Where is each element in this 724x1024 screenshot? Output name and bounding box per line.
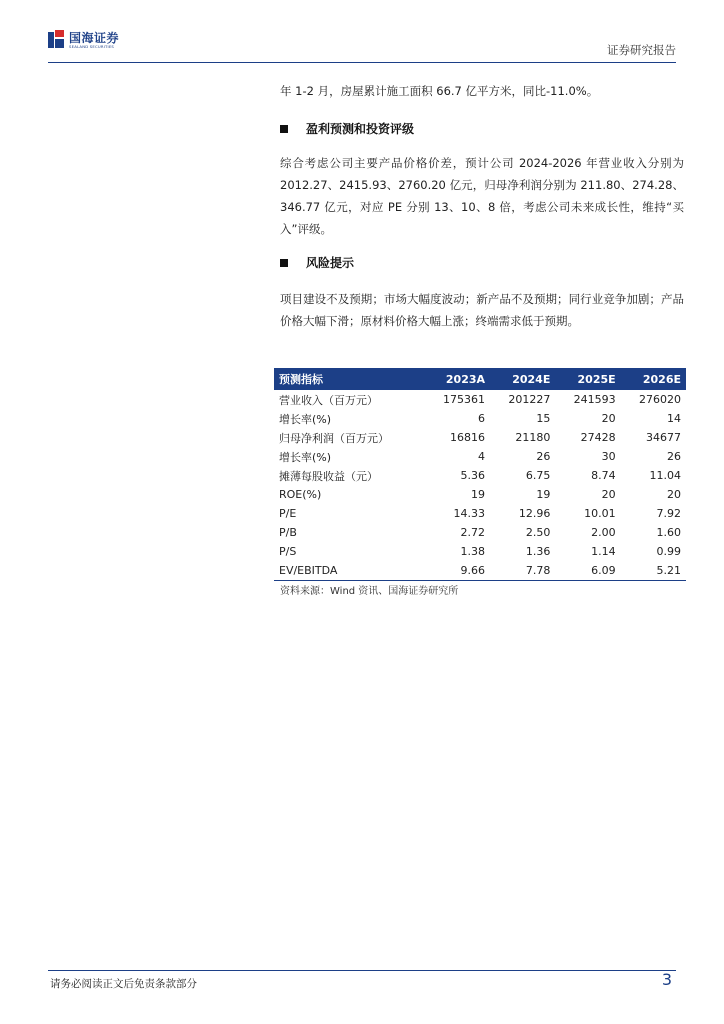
risk-heading-text: 风险提示 — [306, 256, 355, 270]
table-header-cell: 2023A — [425, 368, 490, 390]
table-cell: 19 — [471, 488, 486, 501]
logo-text-cn: 国海证券 — [69, 31, 120, 45]
table-cell: 21180 — [515, 431, 551, 444]
table-row — [274, 409, 686, 428]
logo-mark-icon — [48, 30, 64, 50]
table-cell: 276020 — [639, 393, 681, 406]
risk-text: 项目建设不及预期；市场大幅度波动；新产品不及预期；同行业竞争加剧；产品价格大幅下滑；原材料价格大幅上涨；终端需求低于预期。 — [280, 292, 684, 328]
table-cell: 10.01 — [584, 507, 616, 520]
table-source-note: 资料来源：Wind 资讯、国海证券研究所 — [280, 586, 459, 597]
table-cell-label: 增长率(%) — [279, 450, 332, 464]
table-header-row — [274, 368, 686, 390]
table-row — [274, 466, 686, 485]
table-cell: 15 — [536, 412, 551, 425]
table-row — [274, 485, 686, 504]
table-cell: 1.38 — [460, 545, 486, 558]
forecast-text: 综合考虑公司主要产品价格价差，预计公司 2024-2026 年营业收入分别为 2012.27、2415.93、2760.20 亿元，归母净利润分别为 211.80、274.28、346.77 亿元，对应 PE 分别 13、10、8 倍，考虑公司未来成长性，维持“买入”评级。 — [280, 156, 684, 236]
table-cell-label: 摊薄每股收益（元） — [279, 469, 378, 483]
table-cell: 7.78 — [490, 561, 555, 581]
table-cell: 5.21 — [621, 561, 686, 581]
table-header-cell: 2026E — [621, 368, 686, 390]
table-cell: 11.04 — [649, 469, 681, 482]
table-header-cell: 2025E — [555, 368, 620, 390]
table-cell: 8.74 — [591, 469, 616, 482]
forecast-heading — [280, 120, 684, 137]
logo-text-en: SEALAND SECURITIES — [69, 44, 115, 49]
table-cell: 6 — [478, 412, 486, 425]
table-cell: 2.50 — [525, 526, 551, 539]
table-cell: 0.99 — [656, 545, 681, 558]
intro-section — [280, 80, 684, 102]
table-cell-label: EV/EBITDA — [274, 561, 425, 581]
table-cell-label: 增长率(%) — [279, 412, 332, 426]
table-cell: 6.75 — [525, 469, 551, 482]
intro-text: 年 1-2 月，房屋累计施工面积 66.7 亿平方米，同比-11.0%。 — [280, 84, 599, 98]
table-cell: 7.92 — [656, 507, 681, 520]
table-cell: 4 — [478, 450, 486, 463]
table-cell-label: 营业收入（百万元） — [279, 393, 378, 407]
table-cell: 1.14 — [591, 545, 616, 558]
table-cell: 30 — [601, 450, 616, 463]
forecast-section — [280, 152, 684, 240]
table-cell: 2.00 — [591, 526, 616, 539]
table-header-cell: 2024E — [490, 368, 555, 390]
risk-section — [280, 288, 684, 332]
table-row — [274, 390, 686, 409]
table-cell-label: P/E — [279, 507, 297, 520]
table-cell: 14.33 — [453, 507, 486, 520]
table-header-cell: 预测指标 — [274, 368, 425, 390]
report-type-title: 证券研究报告 — [607, 43, 676, 57]
table-cell: 26 — [536, 450, 551, 463]
table-cell-label: ROE(%) — [279, 488, 322, 501]
table-cell: 16816 — [450, 431, 486, 444]
table-cell: 241593 — [573, 393, 616, 406]
table-cell: 20 — [667, 488, 681, 501]
table-cell: 201227 — [508, 393, 551, 406]
table-cell: 6.09 — [555, 561, 620, 581]
table-cell: 27428 — [580, 431, 616, 444]
page-number: 3 — [661, 970, 672, 989]
page-header — [48, 28, 676, 62]
table-row — [274, 447, 686, 466]
bullet-square-icon — [280, 125, 288, 133]
table-row — [274, 504, 686, 523]
table-row — [274, 428, 686, 447]
table-cell: 12.96 — [518, 507, 551, 520]
table-cell: 2.72 — [460, 526, 486, 539]
header-divider — [48, 62, 676, 63]
company-logo — [48, 28, 130, 52]
table-row — [274, 523, 686, 542]
forecast-table — [274, 368, 686, 581]
footer-disclaimer: 请务必阅读正文后免责条款部分 — [50, 978, 197, 990]
table-cell-label: 归母净利润（百万元） — [279, 431, 389, 445]
table-cell: 175361 — [443, 393, 486, 406]
table-cell-label: P/S — [279, 545, 297, 558]
table-cell: 20 — [601, 412, 616, 425]
table-cell: 26 — [667, 450, 681, 463]
forecast-heading-text: 盈利预测和投资评级 — [306, 122, 415, 136]
table-cell: 20 — [601, 488, 616, 501]
risk-heading — [280, 254, 684, 271]
footer-divider — [48, 970, 676, 971]
table-cell: 14 — [667, 412, 681, 425]
table-cell: 9.66 — [425, 561, 490, 581]
table-cell: 1.36 — [525, 545, 551, 558]
table-cell-label: P/B — [279, 526, 297, 539]
table-cell: 19 — [536, 488, 551, 501]
bullet-square-icon — [280, 259, 288, 267]
table-cell: 5.36 — [460, 469, 486, 482]
table-row — [274, 542, 686, 561]
table-cell: 34677 — [646, 431, 681, 444]
table-row — [274, 561, 686, 581]
table-cell: 1.60 — [656, 526, 681, 539]
